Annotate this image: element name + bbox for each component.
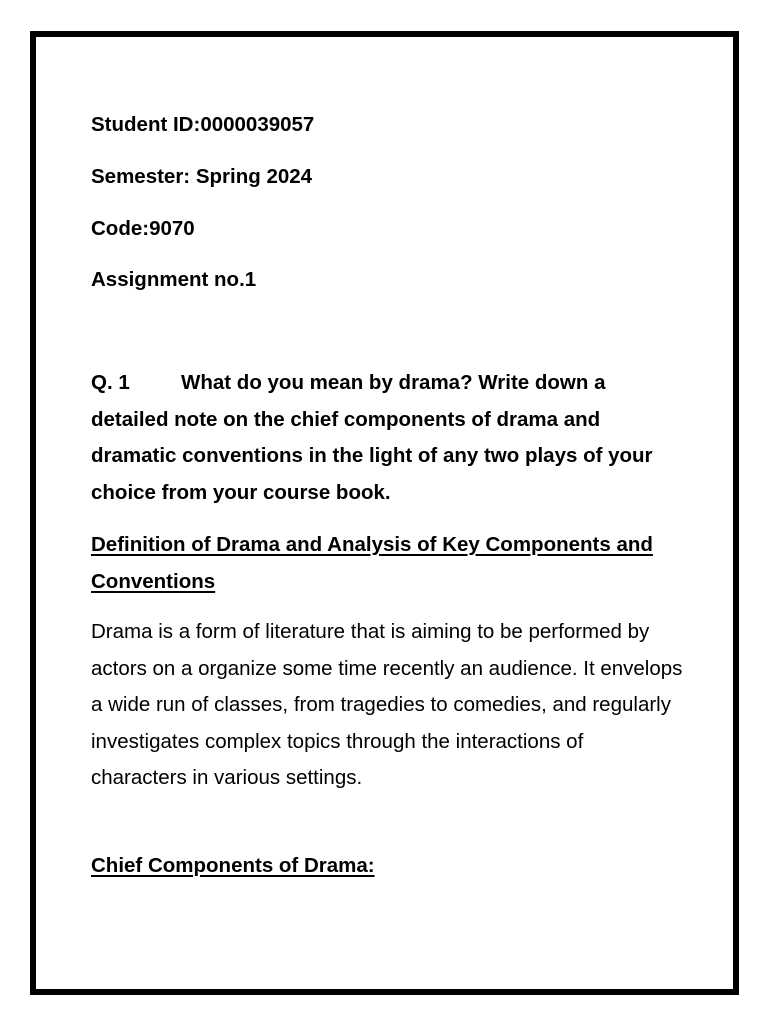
question-number: Q. 1	[91, 371, 130, 394]
assignment-number: Assignment no.1	[91, 268, 257, 291]
semester: Semester: Spring 2024	[91, 165, 313, 188]
section-heading-definition: Definition of Drama and Analysis of Key Components and Conventions	[91, 533, 653, 593]
question-text: What do you mean by drama? Write down a detailed note on the chief components of drama and dramatic conventions in the light of any two plays of your choice from your course book.	[91, 371, 653, 504]
definition-paragraph: Drama is a form of literature that is aiming to be performed by actors on a organize some time recently an audience. It envelops a wide run of classes, from tragedies to comedies, and regularly investigates complex topics through the interactions of characters in various settings.	[91, 620, 683, 789]
section-heading-components: Chief Components of Drama:	[91, 854, 375, 877]
student-id: Student ID:0000039057	[91, 113, 315, 136]
question-block	[91, 365, 671, 511]
course-code: Code:9070	[91, 217, 195, 240]
